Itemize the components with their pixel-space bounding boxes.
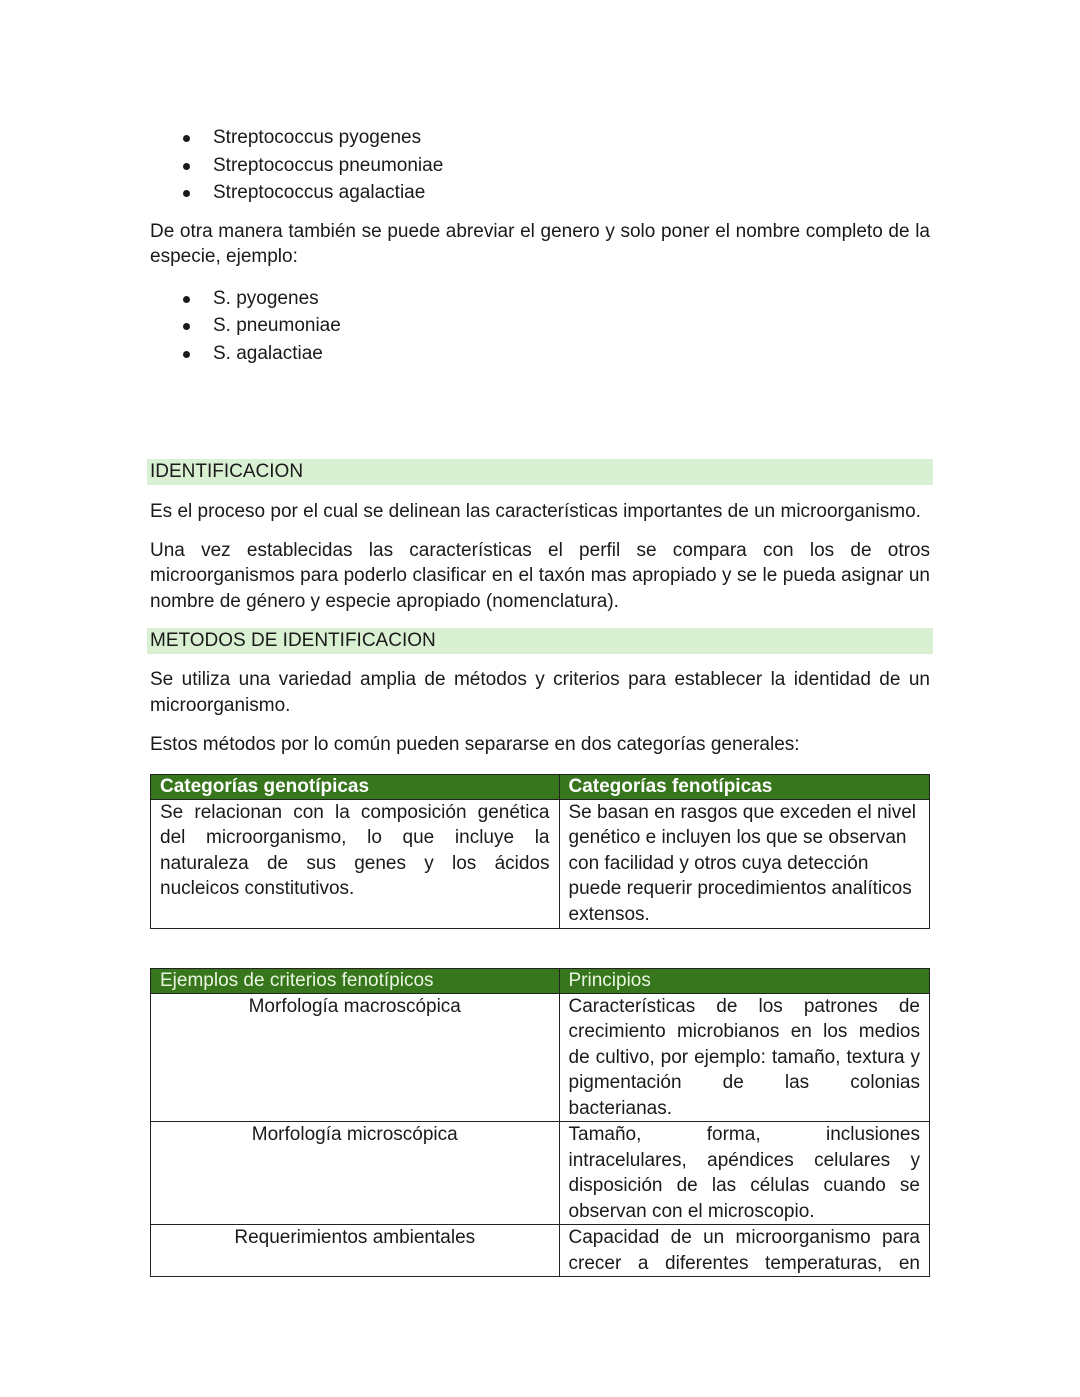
list-item: [150, 179, 930, 207]
identificacion-paragraph-2: Una vez establecidas las características el perfil se compara con los de otros microorganismos para poderlo clasificar en el taxón mas apropiado y se le pueda asignar un nombre de género y especie apropiado (nomenclatura).: [150, 539, 930, 612]
table-header-row: [151, 968, 930, 993]
cell-principle: Capacidad de un microorganismo para crecer a diferentes temperaturas, en: [559, 1225, 930, 1277]
header-principios: Principios: [559, 968, 930, 993]
cell-principle: Características de los patrones de crecimiento microbianos en los medios de cultivo, por ejemplo: tamaño, textura y pigmentación de las colonias bacterianas.: [559, 993, 930, 1122]
list-item-text: Streptococcus agalactiae: [213, 182, 426, 203]
bullet-icon: [183, 163, 190, 170]
list-item: [150, 340, 930, 368]
list-item-text: S. agalactiae: [213, 342, 323, 364]
identificacion-paragraph-1: Es el proceso por el cual se delinean las características importantes de un microorganismo.: [150, 501, 921, 522]
list-item-text: Streptococcus pyogenes: [213, 127, 422, 148]
table-header-row: [151, 774, 930, 799]
cell-criterion: Morfología macroscópica: [151, 993, 560, 1122]
bullet-icon: [183, 190, 190, 197]
cell-principle: Tamaño, forma, inclusiones intracelulares, apéndices celulares y disposición de las células cuando se observan con el microscopio.: [559, 1122, 930, 1225]
table-row: [151, 799, 930, 928]
list-item-text: Streptococcus pneumoniae: [213, 154, 444, 176]
cell-genotipicas: Se relacionan con la composición genética del microorganismo, lo que incluye la naturaleza de sus genes y los ácidos nucleicos constitutivos.: [151, 799, 560, 928]
cell-fenotipicas: Se basan en rasgos que exceden el nivel genético e incluyen los que se observan con facilidad y otros cuya detección puede requerir procedimientos analíticos extensos.: [559, 799, 930, 928]
header-fenotipicas: Categorías fenotípicas: [559, 774, 930, 799]
cell-criterion: Morfología microscópica: [151, 1122, 560, 1225]
list-item-text: S. pyogenes: [213, 287, 319, 309]
list-item: [150, 312, 930, 340]
bullet-icon: [183, 135, 190, 142]
table-row: [151, 993, 930, 1122]
bullet-icon: [183, 351, 190, 358]
species-full-list: [150, 124, 930, 207]
bullet-icon: [183, 323, 190, 330]
metodos-paragraph-2: Estos métodos por lo común pueden separarse en dos categorías generales:: [150, 734, 800, 755]
header-criterios: Ejemplos de criterios fenotípicos: [151, 968, 560, 993]
section-heading-identificacion: IDENTIFICACION: [147, 459, 933, 485]
table-row: [151, 1122, 930, 1225]
document-page: [150, 124, 930, 1277]
criteria-table: [150, 968, 930, 1278]
table-row: [151, 1225, 930, 1277]
bullet-icon: [183, 296, 190, 303]
section-heading-metodos: METODOS DE IDENTIFICACION: [147, 628, 933, 654]
list-item: [150, 285, 930, 313]
header-genotipicas: Categorías genotípicas: [151, 774, 560, 799]
list-item: [150, 124, 930, 152]
list-item-text: S. pneumoniae: [213, 315, 341, 336]
list-item: [150, 152, 930, 180]
cell-criterion: Requerimientos ambientales: [151, 1225, 560, 1277]
metodos-paragraph-1: Se utiliza una variedad amplia de métodos y criterios para establecer la identidad de un microorganismo.: [150, 669, 930, 716]
abbrev-intro-paragraph: De otra manera también se puede abreviar el genero y solo poner el nombre completo de la especie, ejemplo:: [150, 220, 930, 267]
species-abbrev-list: [150, 285, 930, 368]
categories-table: [150, 774, 930, 929]
